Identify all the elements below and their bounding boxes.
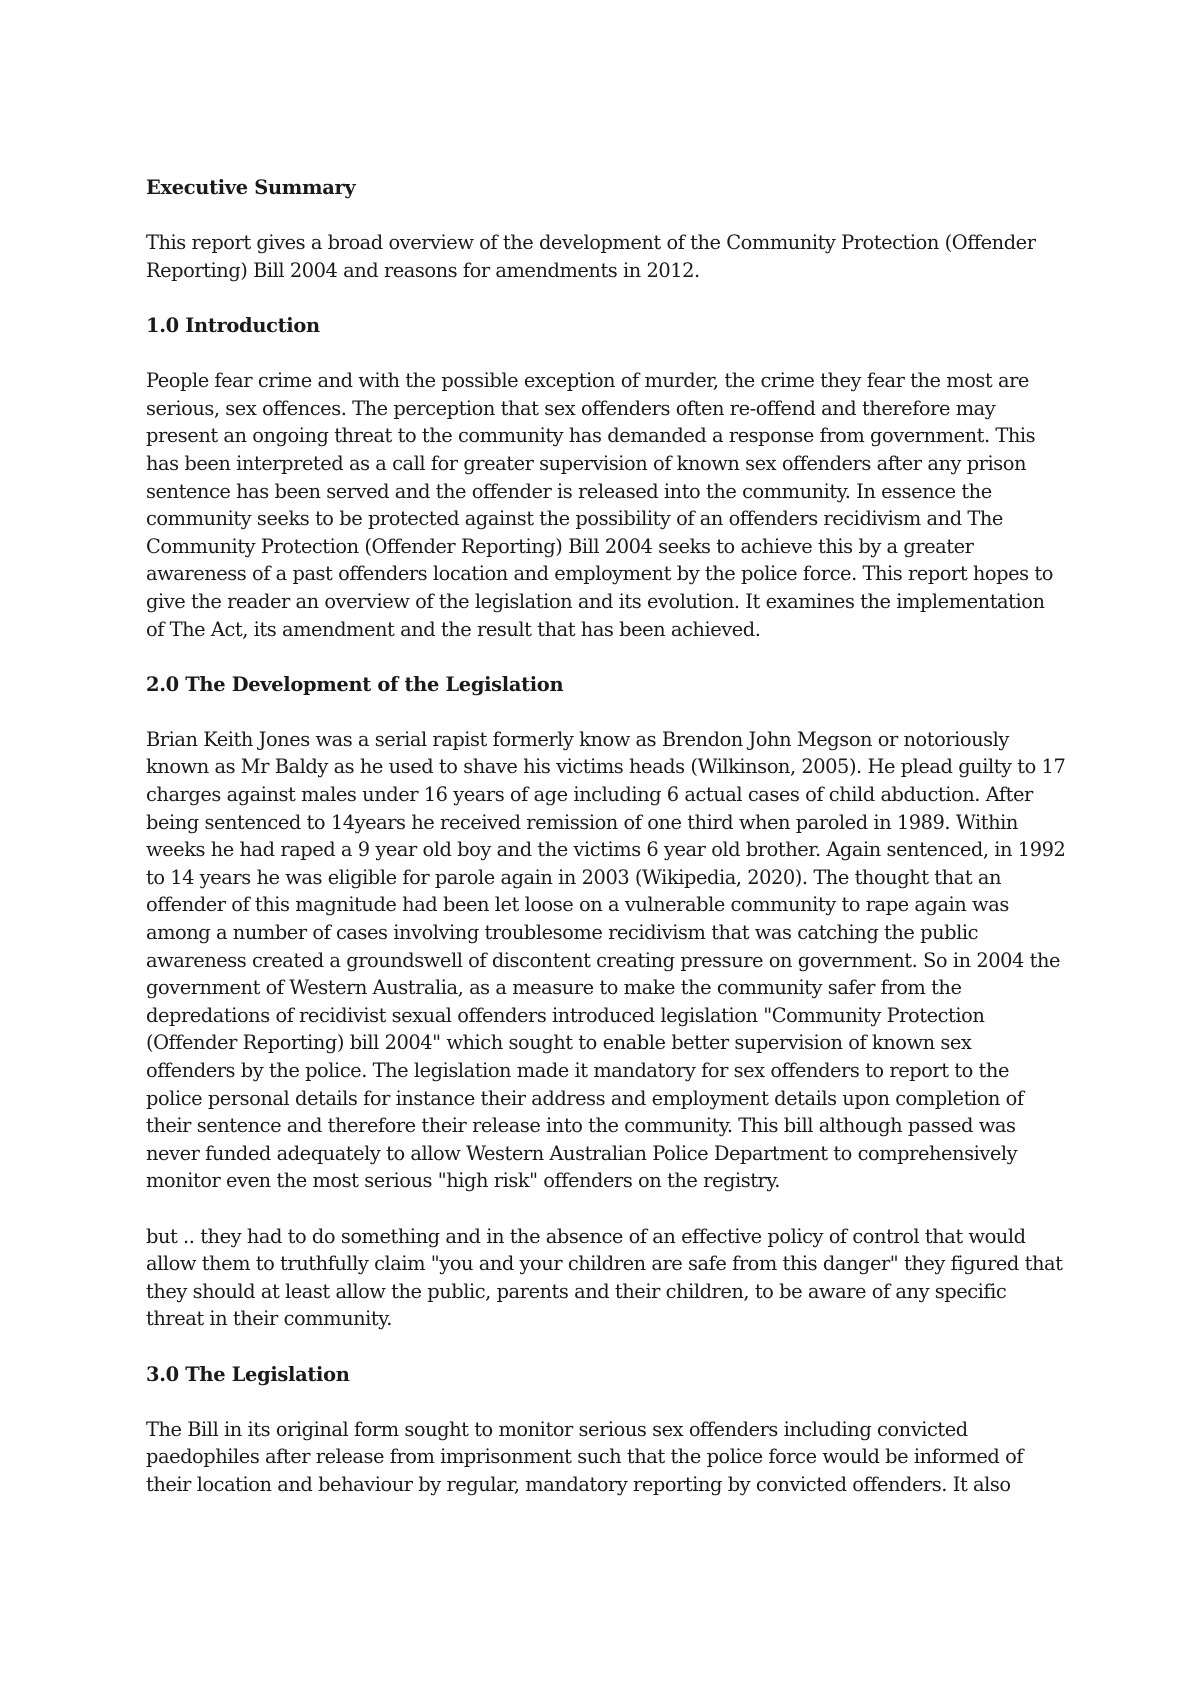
heading-introduction: 1.0 Introduction	[146, 313, 320, 337]
heading-legislation: 3.0 The Legislation	[146, 1362, 350, 1386]
heading-development: 2.0 The Development of the Legislation	[146, 672, 564, 696]
paragraph-development-1: Brian Keith Jones was a serial rapist formerly know as Brendon John Megson or notoriously known as Mr Baldy as he used to shave his victims heads (Wilkinson, 2005). He plead guilty to 17 charges against males under 16 years of age including 6 actual cases of child abduction. After being sentenced to 14years he received remission of one third when paroled in 1989. Within weeks he had raped a 9 year old boy and the victims 6 year old brother. Again sentenced, in 1992 to 14 years he was eligible for parole again in 2003 (Wikipedia, 2020). The thought that an offender of this magnitude had been let loose on a vulnerable community to rape again was among a number of cases involving troublesome recidivism that was catching the public awareness created a groundswell of discontent creating pressure on government. So in 2004 the government of Western Australia, as a measure to make the community safer from the depredations of recidivist sexual offenders introduced legislation "Community Protection (Offender Reporting) bill 2004" which sought to enable better supervision of known sex offenders by the police. The legislation made it mandatory for sex offenders to report to the police personal details for instance their address and employment details upon completion of their sentence and therefore their release into the community. This bill although passed was never funded adequately to allow Western Australian Police Department to comprehensively monitor even the most serious "high risk" offenders on the registry.	[146, 727, 1066, 1193]
document-body	[146, 174, 1066, 1526]
paragraph-executive-summary: This report gives a broad overview of the development of the Community Protection (Offender Reporting) Bill 2004 and reasons for amendments in 2012.	[146, 231, 1036, 282]
paragraph-introduction: People fear crime and with the possible exception of murder, the crime they fear the most are serious, sex offences. The perception that sex offenders often re-offend and therefore may present an ongoing threat to the community has demanded a response from government. This has been interpreted as a call for greater supervision of known sex offenders after any prison sentence has been served and the offender is released into the community. In essence the community seeks to be protected against the possibility of an offenders recidivism and The Community Protection (Offender Reporting) Bill 2004 seeks to achieve this by a greater awareness of a past offenders location and employment by the police force. This report hopes to give the reader an overview of the legislation and its evolution. It examines the implementation of The Act, its amendment and the result that has been achieved.	[146, 369, 1053, 641]
paragraph-legislation: The Bill in its original form sought to monitor serious sex offenders including convicted paedophiles after release from imprisonment such that the police force would be informed of their location and behaviour by regular, mandatory reporting by convicted offenders. It also	[146, 1417, 1024, 1496]
heading-executive-summary: Executive Summary	[146, 176, 356, 199]
paragraph-development-2: but .. they had to do something and in the absence of an effective policy of control that would allow them to truthfully claim "you and your children are safe from this danger" they figured that they should at least allow the public, parents and their children, to be aware of any specific threat in their community.	[146, 1224, 1063, 1331]
